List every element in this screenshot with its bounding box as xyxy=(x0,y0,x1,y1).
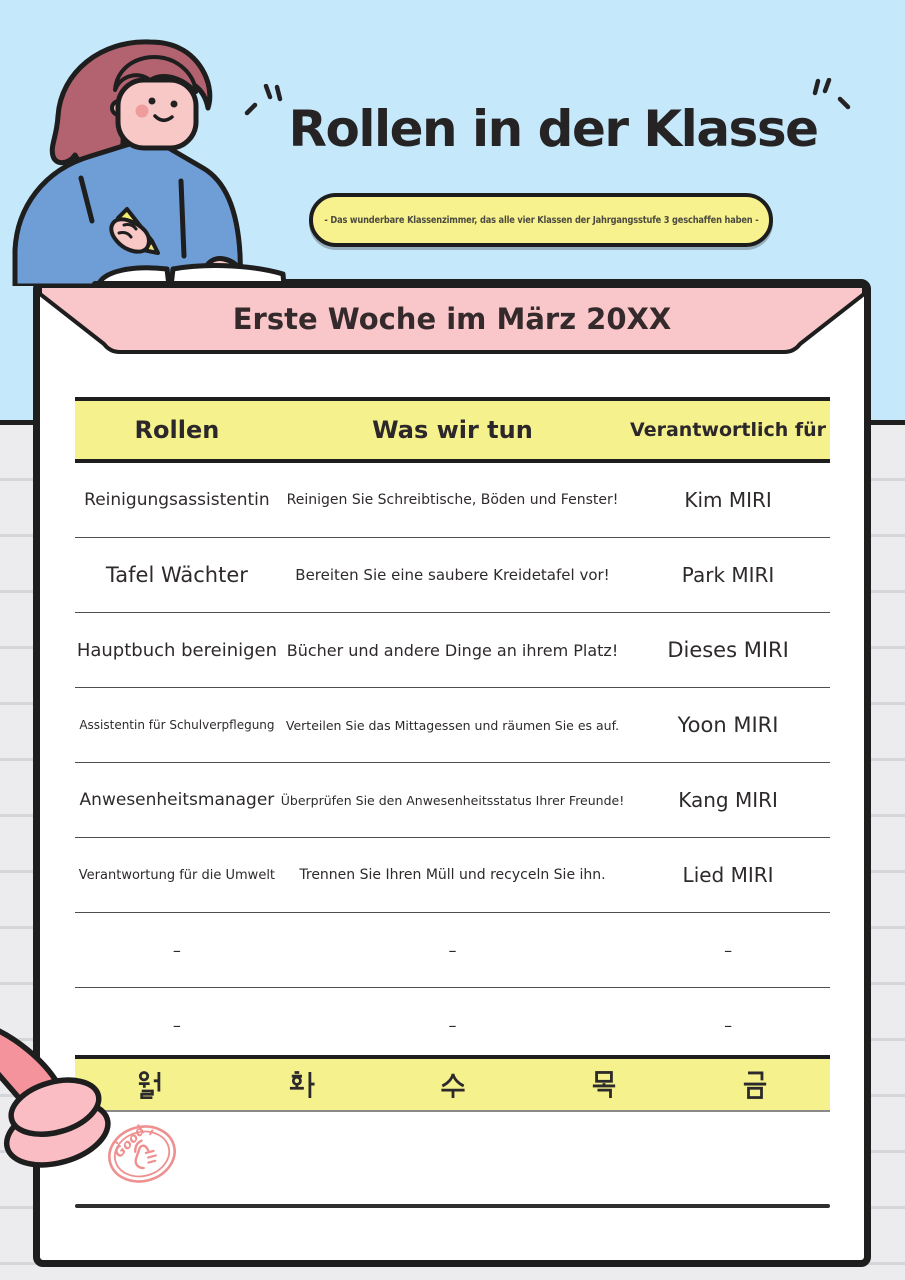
person-cell: – xyxy=(724,940,733,960)
person-cell: Dieses MIRI xyxy=(667,638,789,662)
hangul-su-icon xyxy=(440,1071,466,1099)
hangul-geum-icon xyxy=(742,1071,768,1099)
person-cell: – xyxy=(724,1015,733,1035)
task-cell: Trennen Sie Ihren Müll und recyceln Sie ihn. xyxy=(299,867,606,883)
table-row xyxy=(75,838,830,913)
table-row xyxy=(75,763,830,838)
hangul-wol-icon xyxy=(138,1071,164,1099)
page-title: Rollen in der Klasse xyxy=(288,100,818,158)
subtitle-banner xyxy=(309,193,773,247)
table-row xyxy=(75,613,830,688)
emphasis-ticks-right-icon xyxy=(810,78,852,120)
person-cell: Kang MIRI xyxy=(678,788,778,812)
table-body xyxy=(75,463,830,1062)
rubber-stamp-tool-illustration xyxy=(0,1008,131,1173)
task-cell: Bereiten Sie eine saubere Kreidetafel vor! xyxy=(295,566,610,584)
header-roles: Rollen xyxy=(134,416,220,444)
task-cell: Reinigen Sie Schreibtische, Böden und Fenster! xyxy=(286,492,619,508)
table-row xyxy=(75,463,830,538)
face xyxy=(118,80,196,148)
weekday-thursday xyxy=(528,1059,679,1110)
table-row xyxy=(75,988,830,1062)
role-cell: Tafel Wächter xyxy=(105,563,248,587)
header-person: Verantwortlich für xyxy=(630,419,827,441)
table-row xyxy=(75,688,830,763)
person-cell: Park MIRI xyxy=(681,563,775,587)
task-cell: Bücher und andere Dinge an ihrem Platz! xyxy=(286,640,619,660)
table-row xyxy=(75,538,830,613)
hangul-hwa-icon xyxy=(289,1071,315,1099)
person-cell: Kim MIRI xyxy=(684,488,772,512)
role-cell: Verantwortung für die Umwelt xyxy=(78,867,276,883)
role-cell: Reinigungsassistentin xyxy=(84,490,270,510)
weekday-tuesday xyxy=(226,1059,377,1110)
task-cell: – xyxy=(448,1015,457,1035)
header-tasks: Was wir tun xyxy=(372,416,533,444)
blush xyxy=(136,105,149,118)
person-cell: Yoon MIRI xyxy=(677,713,779,737)
hangul-mok-icon xyxy=(591,1071,617,1099)
table-header xyxy=(75,397,830,463)
person-cell: Lied MIRI xyxy=(682,863,774,887)
eye-right xyxy=(171,101,178,108)
task-cell: Überprüfen Sie den Anwesenheitsstatus Ihrer Freunde! xyxy=(280,792,625,808)
subtitle-text: - Das wunderbare Klassenzimmer, das alle vier Klassen der Jahrgangsstufe 3 geschaffen haben - xyxy=(323,214,759,226)
weekday-friday xyxy=(679,1059,830,1110)
eye-left xyxy=(149,98,156,105)
role-cell: – xyxy=(172,1015,181,1035)
signature-line xyxy=(75,1204,830,1208)
girl-writing-illustration xyxy=(5,28,295,286)
role-cell: – xyxy=(172,940,181,960)
role-cell: Assistentin für Schulverpflegung xyxy=(79,718,275,732)
role-cell: Hauptbuch bereinigen xyxy=(76,639,278,661)
role-cell: Anwesenheitsmanager xyxy=(79,790,275,810)
task-cell: Verteilen Sie das Mittagessen und räumen Sie es auf. xyxy=(285,717,620,733)
week-label: Erste Woche im März 20XX xyxy=(232,302,672,336)
table-row xyxy=(75,913,830,988)
stamp-label: Good xyxy=(111,1123,149,1162)
task-cell: – xyxy=(448,940,457,960)
weekly-roles-card xyxy=(33,279,871,1267)
weekday-wednesday xyxy=(377,1059,528,1110)
weekday-band xyxy=(75,1055,830,1112)
